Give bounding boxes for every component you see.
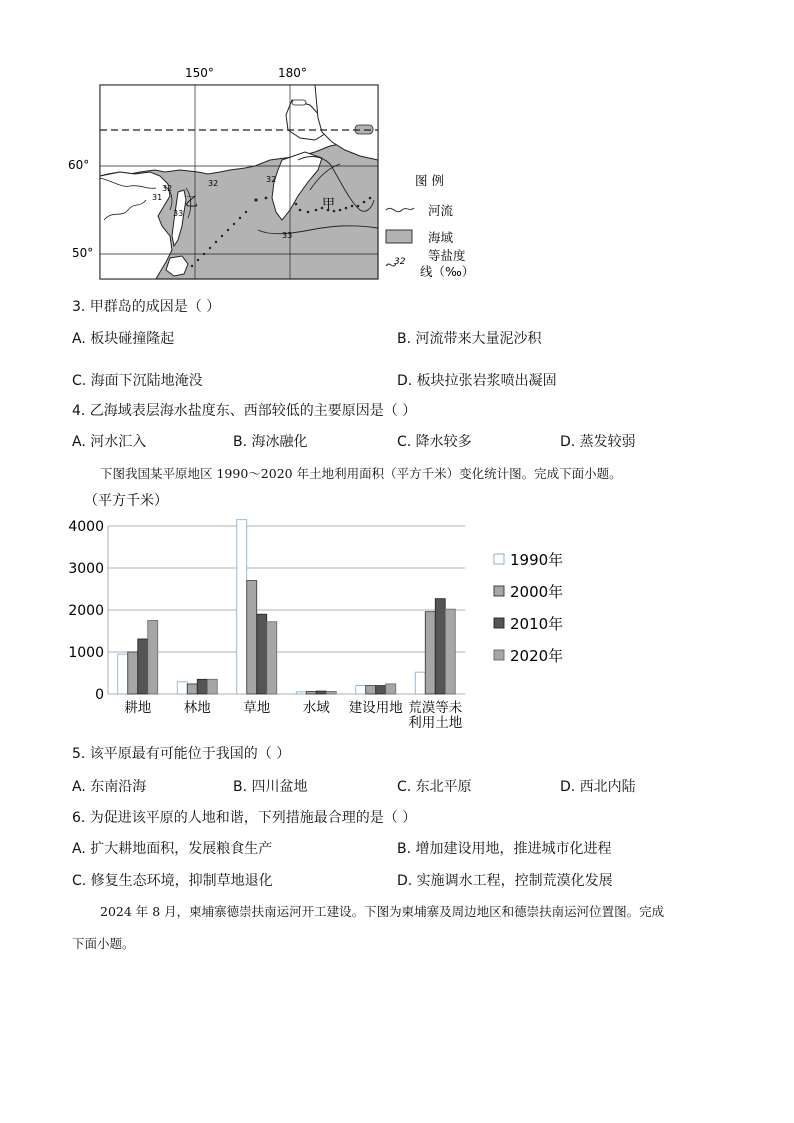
legend-swatch	[494, 650, 504, 660]
bar	[177, 682, 187, 694]
river-legend-icon	[386, 208, 414, 212]
q3-option-b: B. 河流带来大量泥沙积	[397, 331, 542, 347]
legend-isoline-2: 线（‰）	[420, 264, 475, 279]
bar	[207, 679, 217, 694]
x-tick-label: 利用土地	[408, 715, 463, 731]
isoline-label: 33	[173, 209, 184, 218]
q5-option-c: C. 东北平原	[397, 779, 472, 795]
q3-option-d: D. 板块拉张岩浆喷出凝固	[397, 373, 557, 389]
x-tick-label: 草地	[243, 700, 271, 716]
q6-option-c: C. 修复生态环境，抑制草地退化	[72, 873, 273, 889]
y-tick-label: 0	[95, 687, 104, 703]
isoline-label: 32	[208, 179, 219, 188]
q5-option-b: B. 四川盆地	[233, 779, 308, 795]
legend-label: 1990年	[510, 551, 564, 569]
q6-option-d: D. 实施调水工程，控制荒漠化发展	[397, 873, 613, 889]
legend-isoline-value: 32	[394, 257, 406, 267]
bar	[415, 672, 425, 694]
legend-sea: 海域	[428, 230, 454, 245]
legend-label: 2020年	[510, 647, 564, 665]
map-figure	[60, 60, 480, 285]
q3-option-a: A. 板块碰撞隆起	[72, 331, 175, 347]
q4-option-b: B. 海冰融化	[233, 434, 308, 450]
sea-legend-swatch	[386, 230, 412, 243]
x-tick-label: 建设用地	[348, 700, 403, 716]
place-label-yi: 乙	[185, 195, 199, 210]
q5-stem: 5. 该平原最有可能位于我国的（ ）	[72, 746, 291, 762]
x-tick-label: 林地	[183, 700, 211, 716]
q5-option-a: A. 东南沿海	[72, 779, 147, 795]
y-axis-label: （平方千米）	[84, 493, 168, 509]
bar	[148, 621, 158, 695]
x-tick-label: 水域	[302, 700, 330, 716]
q4-stem: 4. 乙海域表层海水盐度东、西部较低的主要原因是（ ）	[72, 403, 417, 419]
legend-isoline-1: 等盐度	[428, 248, 466, 263]
lon-label-150: 150°	[185, 66, 214, 80]
q3-option-c: C. 海面下沉陆地淹没	[72, 373, 203, 389]
map-intro-line2: 下面小题。	[72, 936, 135, 951]
isoline-label: 31	[152, 193, 163, 202]
bar	[257, 614, 267, 694]
q6-option-a: A. 扩大耕地面积，发展粮食生产	[72, 841, 273, 857]
bar	[326, 691, 336, 694]
bar	[386, 684, 396, 694]
x-tick-label: 荒漠等未	[408, 700, 463, 716]
salinity-map	[60, 60, 480, 285]
y-tick-label: 2000	[68, 603, 104, 619]
bar	[356, 686, 366, 694]
q6-option-b: B. 增加建设用地，推进城市化进程	[397, 841, 612, 857]
lat-label-50: 50°	[72, 246, 94, 260]
isoline-label: 33	[282, 231, 293, 240]
y-tick-label: 3000	[68, 561, 104, 577]
bar	[445, 609, 455, 694]
isoline-label: 32	[162, 184, 173, 193]
bar	[296, 692, 306, 694]
land-use-chart	[60, 488, 600, 733]
y-tick-label: 1000	[68, 645, 104, 661]
bar	[197, 679, 207, 694]
bar	[267, 622, 277, 694]
chart-intro: 下图我国某平原地区 1990～2020 年土地利用面积（平方千米）变化统计图。完成下面小题。	[100, 466, 622, 481]
q3-stem: 3. 甲群岛的成因是（ ）	[72, 299, 221, 315]
legend-swatch	[494, 586, 504, 596]
bar	[376, 686, 386, 694]
map-intro-line1: 2024 年 8 月，柬埔寨德崇扶南运河开工建设。下图为柬埔寨及周边地区和德崇扶南运河位置图。完成	[100, 904, 665, 919]
land-use-chart-svg	[60, 488, 600, 733]
q6-stem: 6. 为促进该平原的人地和谐，下列措施最合理的是（ ）	[72, 810, 417, 826]
q4-option-a: A. 河水汇入	[72, 434, 147, 450]
lat-label-60: 60°	[68, 158, 90, 172]
q4-option-d: D. 蒸发较弱	[560, 434, 636, 450]
bar	[425, 612, 435, 694]
bar	[316, 691, 326, 694]
isoline-label: 32	[266, 175, 277, 184]
bar	[237, 520, 247, 694]
lon-label-180: 180°	[278, 66, 307, 80]
bar	[366, 686, 376, 694]
x-tick-label: 耕地	[124, 700, 152, 716]
bar	[138, 639, 148, 694]
bar	[306, 691, 316, 694]
q4-option-c: C. 降水较多	[397, 434, 472, 450]
legend-swatch	[494, 554, 504, 564]
bar	[128, 652, 138, 694]
place-label-jia: 甲	[322, 197, 336, 212]
y-tick-label: 4000	[68, 519, 104, 535]
legend-label: 2000年	[510, 583, 564, 601]
legend-label: 2010年	[510, 615, 564, 633]
bar	[118, 654, 128, 694]
q5-option-d: D. 西北内陆	[560, 779, 636, 795]
bar	[435, 599, 445, 694]
bar	[187, 684, 197, 694]
legend-swatch	[494, 618, 504, 628]
legend-title: 图 例	[415, 173, 444, 188]
legend-river: 河流	[428, 203, 454, 218]
bar	[247, 581, 257, 694]
